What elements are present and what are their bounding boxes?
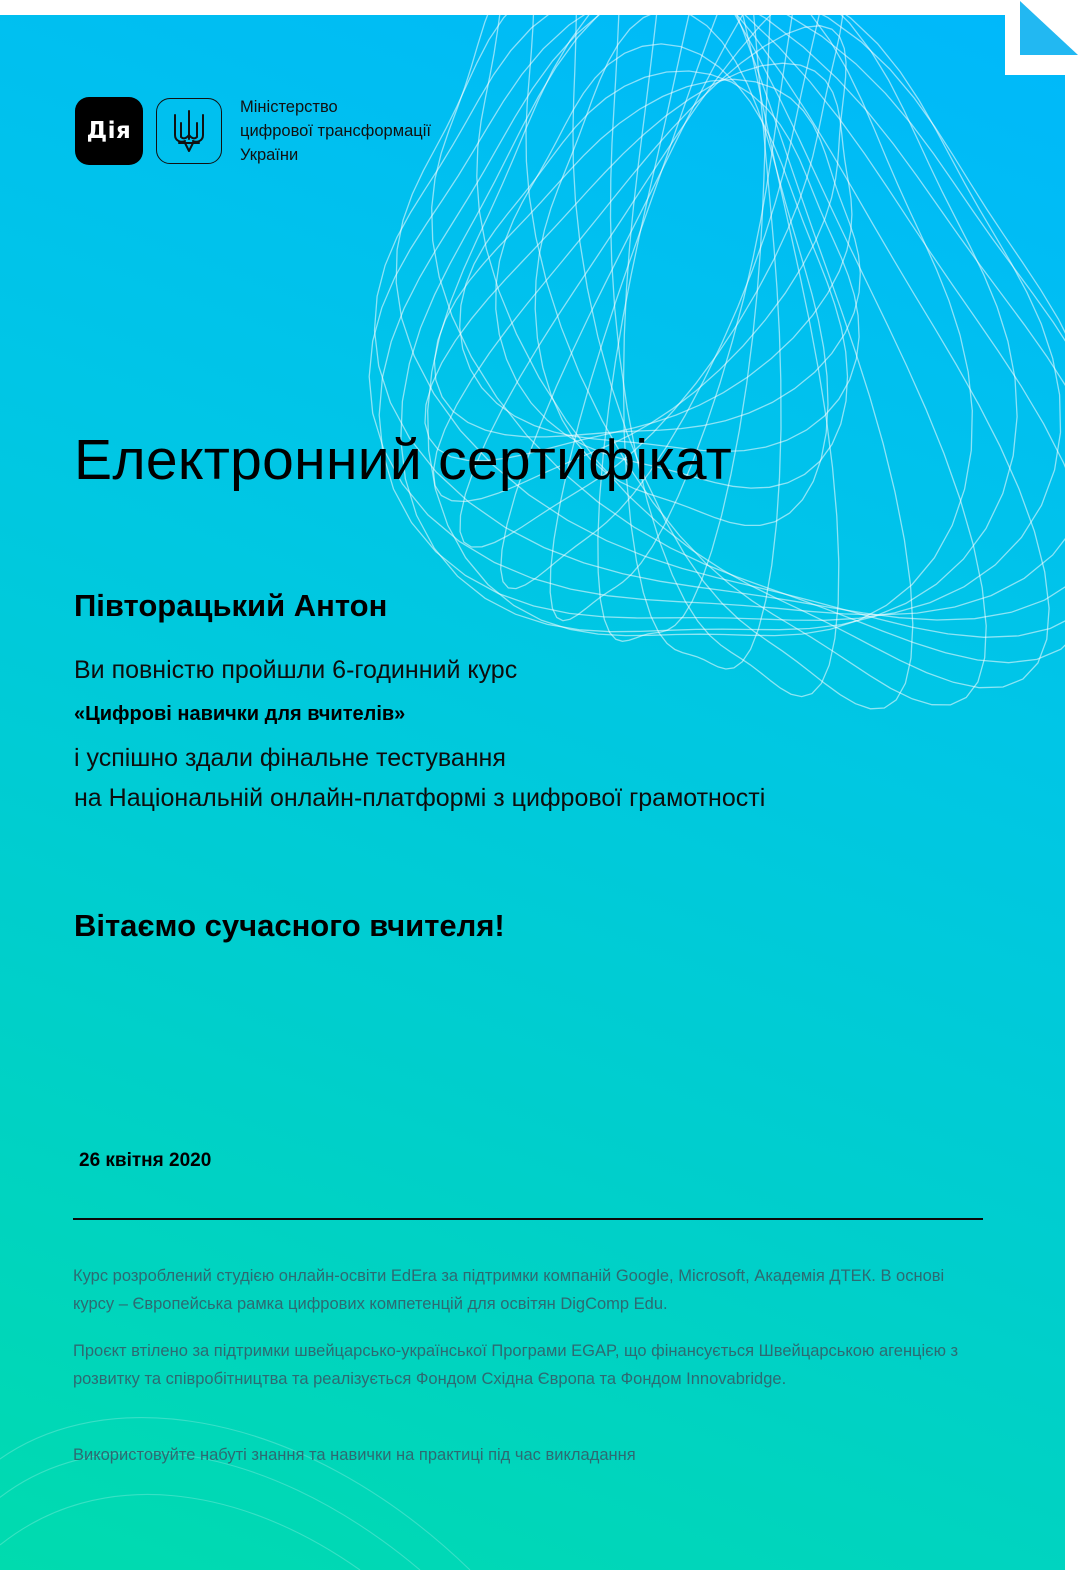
certificate-page — [0, 15, 1065, 1570]
platform-text: на Національній онлайн-платформі з цифрової грамотності — [74, 784, 766, 812]
ministry-line: цифрової трансформації — [240, 122, 431, 140]
footer-paragraph: Використовуйте набуті знання та навички на практиці під час викладання — [73, 1446, 636, 1464]
recipient-name: Півторацький Антон — [74, 588, 388, 623]
course-name: «Цифрові навички для вчителів» — [74, 703, 406, 725]
header-logos — [75, 95, 431, 167]
ministry-line: Міністерство — [240, 98, 338, 116]
page-corner-fold — [1005, 0, 1080, 75]
diia-logo: Дія — [75, 97, 143, 165]
issue-date: 26 квітня 2020 — [79, 1150, 212, 1171]
certificate-title: Електронний сертифікат — [74, 428, 733, 492]
trident-icon — [156, 98, 222, 164]
ministry-name — [240, 95, 431, 167]
divider — [73, 1218, 983, 1220]
completion-text: Ви повністю пройшли 6-годинний курс — [74, 656, 518, 684]
ministry-line: України — [240, 146, 299, 164]
exam-text: і успішно здали фінальне тестування — [74, 744, 506, 772]
footer-paragraph: Курс розроблений студією онлайн-освіти EdEra за підтримки компаній Google, Microsoft, Академія ДТЕК. В основі курсу – Європейська рамка цифрових компетенцій для освітян DigComp Edu. — [73, 1267, 945, 1313]
greeting: Вітаємо сучасного вчителя! — [74, 908, 505, 943]
footer-paragraph: Проєкт втілено за підтримки швейцарсько-української Програми EGAP, що фінансується Швейцарською агенцією з розвитку та співробітництва та реалізується Фондом Східна Європа та Фондом Innovabridge. — [73, 1342, 959, 1388]
